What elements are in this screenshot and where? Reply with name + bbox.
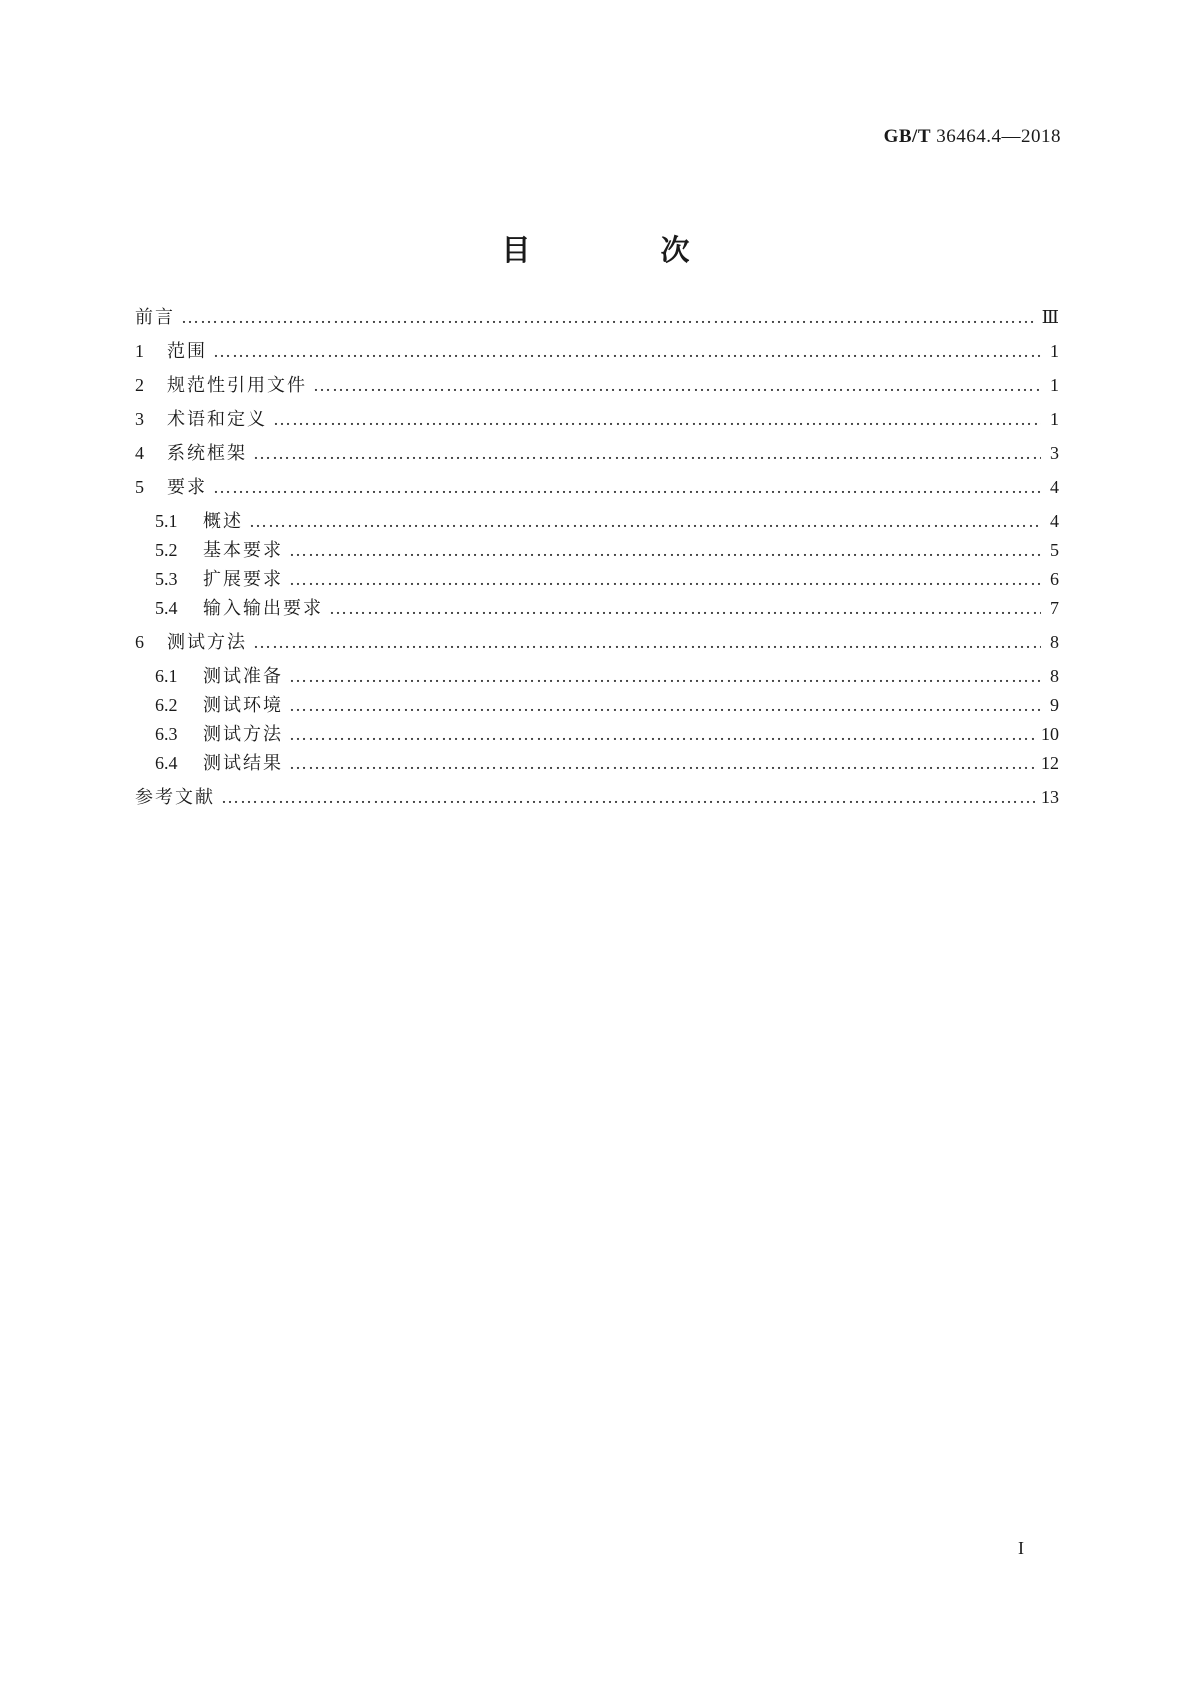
toc-entry-terms[interactable]: [135, 406, 1059, 432]
toc-entry-page: 10: [1041, 724, 1059, 744]
toc-entry-test-environment[interactable]: [135, 692, 1059, 718]
toc-leader-dots: [289, 537, 1041, 563]
footer-page-number: I: [1018, 1538, 1024, 1558]
page-title: 目 次: [501, 233, 750, 267]
toc-entry-test-results[interactable]: [135, 750, 1059, 776]
toc-leader-dots: [213, 338, 1041, 364]
toc-entry-page: 1: [1050, 375, 1059, 395]
toc-entry-page: Ⅲ: [1041, 307, 1059, 327]
toc-leader-dots: [289, 663, 1041, 689]
toc-entry-number: 5.1: [155, 511, 178, 531]
toc-leader-dots: [313, 372, 1041, 398]
standard-prefix: GB/T: [883, 126, 931, 147]
toc-entry-page: 8: [1050, 666, 1059, 686]
toc-leader-dots: [273, 406, 1041, 432]
toc-entry-test-method[interactable]: [135, 721, 1059, 747]
toc-entry-page: 8: [1050, 632, 1059, 652]
toc-entry-label: 参考文献: [135, 787, 215, 808]
toc-entry-label: 测试结果: [203, 753, 283, 774]
toc-entry-test-methods[interactable]: [135, 629, 1059, 655]
toc-leader-dots: [329, 595, 1041, 621]
toc-entry-label: 系统框架: [167, 443, 247, 464]
toc-entry-label: 范围: [167, 341, 207, 362]
table-of-contents: [135, 0, 1059, 1684]
toc-entry-basic-requirements[interactable]: [135, 537, 1059, 563]
toc-entry-page: 12: [1041, 753, 1059, 773]
toc-leader-dots: [289, 566, 1041, 592]
toc-entry-framework[interactable]: [135, 440, 1059, 466]
toc-entry-label: 扩展要求: [203, 569, 283, 590]
toc-leader-dots: [221, 784, 1035, 810]
toc-entry-number: 5.4: [155, 598, 178, 618]
toc-entry-number: 2: [135, 375, 144, 395]
toc-entry-label: 测试环境: [203, 695, 283, 716]
toc-entry-page: 7: [1050, 598, 1059, 618]
toc-entry-extended-requirements[interactable]: [135, 566, 1059, 592]
toc-entry-label: 要求: [167, 477, 207, 498]
toc-entry-number: 6: [135, 632, 144, 652]
toc-entry-number: 6.3: [155, 724, 178, 744]
toc-entry-number: 5.3: [155, 569, 178, 589]
standard-number: 36464.4—2018: [936, 126, 1061, 147]
toc-entry-number: 5: [135, 477, 144, 497]
toc-entry-label: 输入输出要求: [203, 598, 323, 619]
toc-entry-label: 基本要求: [203, 540, 283, 561]
toc-entry-page: 9: [1050, 695, 1059, 715]
toc-entry-page: 4: [1050, 511, 1059, 531]
toc-entry-label: 测试准备: [203, 666, 283, 687]
toc-entry-page: 1: [1050, 409, 1059, 429]
toc-entry-requirements[interactable]: [135, 474, 1059, 500]
toc-leader-dots: [181, 304, 1036, 330]
toc-entry-io-requirements[interactable]: [135, 595, 1059, 621]
toc-leader-dots: [249, 508, 1041, 534]
toc-entry-test-preparation[interactable]: [135, 663, 1059, 689]
toc-entry-label: 测试方法: [167, 632, 247, 653]
toc-entry-label: 前言: [135, 307, 175, 328]
toc-entry-number: 3: [135, 409, 144, 429]
toc-leader-dots: [253, 629, 1041, 655]
toc-leader-dots: [253, 440, 1041, 466]
toc-entry-page: 1: [1050, 341, 1059, 361]
toc-entry-label: 术语和定义: [167, 409, 267, 430]
toc-leader-dots: [289, 750, 1035, 776]
toc-entry-page: 5: [1050, 540, 1059, 560]
toc-entry-number: 1: [135, 341, 144, 361]
toc-entry-label: 概述: [203, 511, 243, 532]
toc-entry-normative-references[interactable]: [135, 372, 1059, 398]
toc-entry-foreword[interactable]: [135, 304, 1059, 330]
toc-entry-page: 3: [1050, 443, 1059, 463]
toc-entry-overview[interactable]: [135, 508, 1059, 534]
toc-entry-number: 5.2: [155, 540, 178, 560]
toc-entry-page: 6: [1050, 569, 1059, 589]
toc-entry-number: 4: [135, 443, 144, 463]
toc-entry-number: 6.1: [155, 666, 178, 686]
toc-entry-page: 13: [1041, 787, 1059, 807]
toc-leader-dots: [289, 721, 1035, 747]
toc-leader-dots: [213, 474, 1041, 500]
toc-entry-label: 测试方法: [203, 724, 283, 745]
toc-entry-number: 6.2: [155, 695, 178, 715]
toc-leader-dots: [289, 692, 1041, 718]
toc-entry-label: 规范性引用文件: [167, 375, 307, 396]
toc-entry-bibliography[interactable]: [135, 784, 1059, 810]
toc-entry-scope[interactable]: [135, 338, 1059, 364]
toc-entry-number: 6.4: [155, 753, 178, 773]
toc-entry-page: 4: [1050, 477, 1059, 497]
